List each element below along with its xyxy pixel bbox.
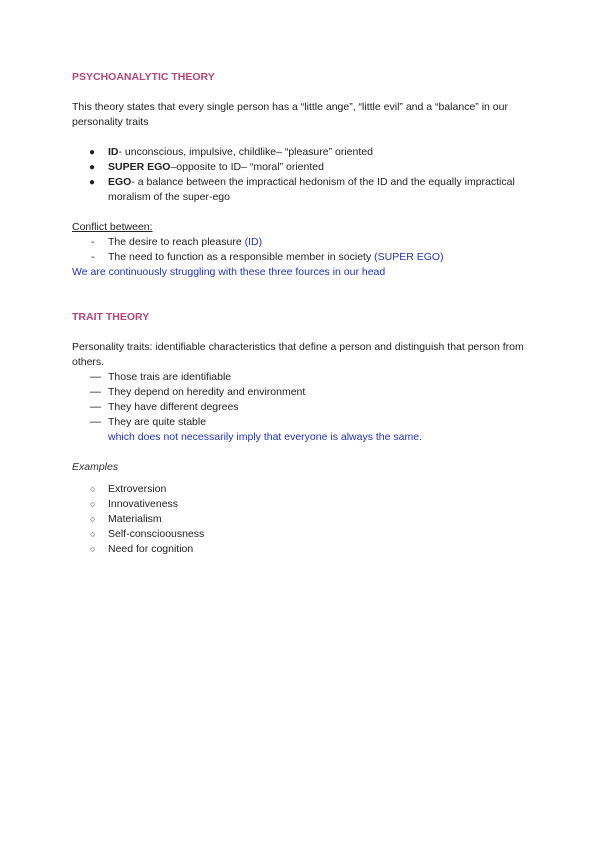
- item-text: - unconscious, impulsive, childlike– “pleasure” oriented: [118, 146, 373, 158]
- dash-icon: —: [90, 386, 101, 398]
- list-item: [72, 400, 532, 415]
- list-item: [72, 175, 532, 205]
- item-tag: (ID): [244, 236, 263, 248]
- examples-label: Examples: [72, 461, 119, 473]
- psychoanalytic-list: [72, 145, 532, 205]
- term: EGO: [108, 176, 132, 188]
- document-page: [72, 70, 532, 557]
- item-text: - a balance between the impractical hedonism of the ID and the equally impractical moralism of the super-ego: [108, 176, 515, 203]
- item-text: Those trais are identifiable: [108, 371, 232, 383]
- trait-note: which does not necessarily imply that everyone is always the same.: [108, 431, 422, 443]
- list-item: [72, 235, 532, 250]
- list-item: [72, 542, 532, 557]
- examples-list: [72, 482, 532, 557]
- list-item: [72, 497, 532, 512]
- dash-icon: —: [90, 416, 101, 428]
- circle-bullet-icon: ○: [90, 484, 96, 494]
- list-item: [72, 482, 532, 497]
- item-text: Materialism: [108, 513, 162, 525]
- item-text: Need for cognition: [108, 543, 194, 555]
- trait-list: [72, 370, 532, 445]
- item-text: They are quite stable: [108, 416, 207, 428]
- list-item: [72, 250, 532, 265]
- conflict-label: Conflict between:: [72, 221, 153, 233]
- circle-bullet-icon: ○: [90, 499, 96, 509]
- list-item: [72, 160, 532, 175]
- term: ID: [108, 146, 119, 158]
- psychoanalytic-intro: This theory states that every single person has a “little ange”, “little evil” and a “balance” in our personality traits: [72, 101, 508, 128]
- bullet-icon: ●: [89, 147, 96, 158]
- psychoanalytic-heading: PSYCHOANALYTIC THEORY: [72, 71, 215, 83]
- dash-icon: -: [91, 251, 95, 263]
- list-item: [72, 512, 532, 527]
- list-item: [72, 415, 532, 445]
- item-text: The need to function as a responsible member in society: [108, 251, 375, 263]
- item-text: –opposite to ID– “moral” oriented: [170, 161, 324, 173]
- item-text: Self-conscioousness: [108, 528, 205, 540]
- trait-heading: TRAIT THEORY: [72, 311, 150, 323]
- dash-icon: —: [90, 371, 101, 383]
- conflict-list: [72, 235, 532, 265]
- circle-bullet-icon: ○: [90, 529, 96, 539]
- psychoanalytic-note: We are continuously struggling with these three fources in our head: [72, 266, 386, 278]
- item-text: Innovativeness: [108, 498, 179, 510]
- item-text: Extroversion: [108, 483, 167, 495]
- trait-intro: Personality traits: identifiable characteristics that define a person and distinguish that person from others.: [72, 341, 524, 368]
- item-text: The desire to reach pleasure: [108, 236, 245, 248]
- item-tag: (SUPER EGO): [374, 251, 444, 263]
- dash-icon: —: [90, 401, 101, 413]
- dash-icon: -: [91, 236, 95, 248]
- bullet-icon: ●: [89, 177, 96, 188]
- bullet-icon: ●: [89, 162, 96, 173]
- list-item: [72, 370, 532, 385]
- item-text: They depend on heredity and environment: [108, 386, 306, 398]
- list-item: [72, 385, 532, 400]
- list-item: [72, 145, 532, 160]
- circle-bullet-icon: ○: [90, 544, 96, 554]
- list-item: [72, 527, 532, 542]
- term: SUPER EGO: [108, 161, 171, 173]
- item-text: They have different degrees: [108, 401, 239, 413]
- circle-bullet-icon: ○: [90, 514, 96, 524]
